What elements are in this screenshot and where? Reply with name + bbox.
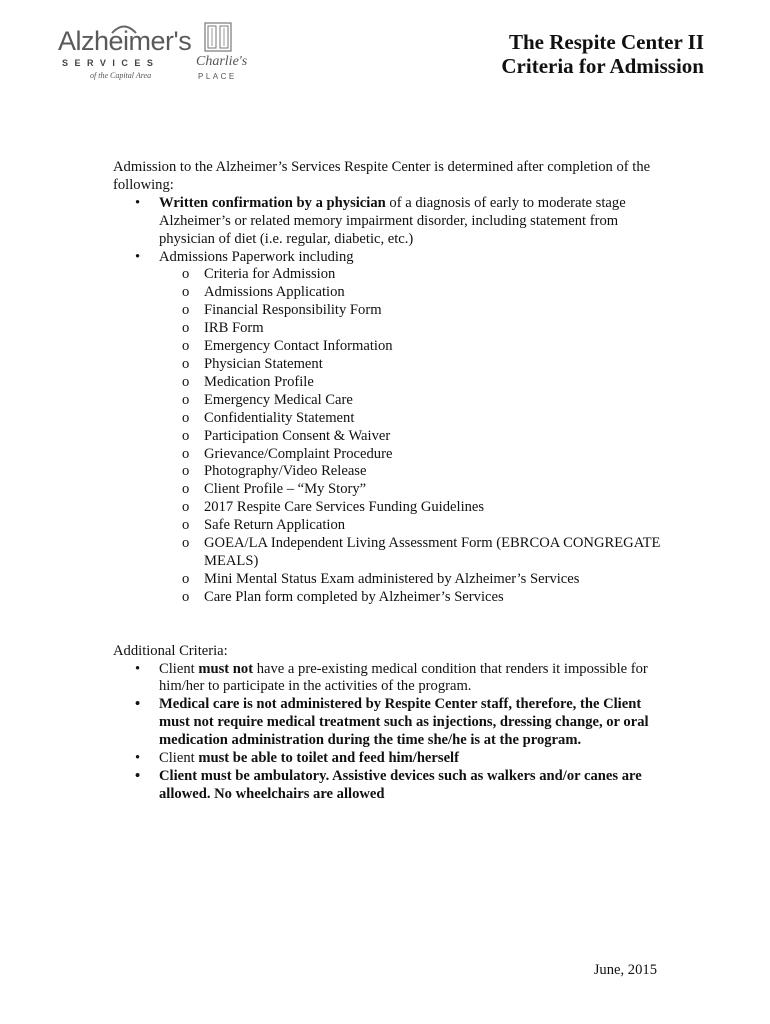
paperwork-item: o Safe Return Application — [159, 517, 673, 535]
c1-post: have a pre-existing medical condition that renders it impossible for him/her to participate in the activities of the program. — [159, 660, 648, 695]
document-body — [113, 159, 673, 804]
paperwork-item: o Emergency Medical Care — [159, 392, 673, 410]
criterion-toilet-feed — [113, 750, 673, 768]
paperwork-item: o Mini Mental Status Exam administered by Alzheimer’s Services — [159, 571, 673, 589]
c1-pre: Client — [159, 660, 199, 677]
logo-name: Alzheimer's — [58, 26, 192, 56]
additional-criteria-heading: Additional Criteria: — [113, 642, 228, 659]
requirement-physician — [113, 195, 673, 249]
charlies-place-logo — [196, 22, 266, 82]
criterion-medical-care: • Medical care is not administered by Respite Center staff, therefore, the Client must not require medical treatment such as injections, dressing change, or oral medication administration during the time she/he is at the program. — [113, 696, 673, 750]
building-icon — [204, 22, 232, 52]
logo-place: PLACE — [198, 72, 237, 81]
c1-bold: must not — [198, 660, 254, 677]
logo-region: of the Capital Area — [90, 71, 152, 80]
intro-paragraph: Admission to the Alzheimer’s Services Respite Center is determined after completion of the following: — [113, 159, 651, 193]
alzheimers-services-logo — [58, 22, 192, 82]
c3-bold: must be able to toilet and feed him/herself — [198, 750, 459, 767]
c3-pre: Client — [159, 750, 199, 767]
paperwork-item: o Photography/Video Release — [159, 463, 673, 481]
paperwork-item: o Medication Profile — [159, 374, 673, 392]
logo-script: Charlie's — [196, 54, 248, 69]
document-title — [501, 30, 704, 78]
paperwork-item: o Admissions Application — [159, 284, 673, 302]
paperwork-item: o GOEA/LA Independent Living Assessment Form (EBRCOA CONGREGATE MEALS) — [159, 535, 673, 571]
criterion-ambulatory: • Client must be ambulatory. Assistive devices such as walkers and/or canes are allowed. No wheelchairs are allowed — [113, 768, 673, 804]
paperwork-item: o Grievance/Complaint Procedure — [159, 446, 673, 464]
paperwork-item: o Physician Statement — [159, 356, 673, 374]
paperwork-item: o Financial Responsibility Form — [159, 302, 673, 320]
paperwork-item: o Confidentiality Statement — [159, 410, 673, 428]
requirements-list — [113, 195, 673, 607]
paperwork-item: o Criteria for Admission — [159, 266, 673, 284]
additional-criteria-list — [113, 661, 673, 804]
logo-services: SERVICES — [62, 58, 160, 68]
requirement-paperwork — [113, 249, 673, 607]
paperwork-item: o IRB Form — [159, 320, 673, 338]
paperwork-item: o Client Profile – “My Story” — [159, 481, 673, 499]
paperwork-list — [159, 266, 673, 606]
criterion-medical-condition — [113, 661, 673, 697]
paperwork-item: o Care Plan form completed by Alzheimer’s Services — [159, 589, 673, 607]
paperwork-item: o Emergency Contact Information — [159, 338, 673, 356]
title-line-1: The Respite Center II — [508, 30, 704, 54]
document-date: June, 2015 — [593, 962, 657, 978]
title-line-2: Criteria for Admission — [501, 54, 704, 78]
physician-rest: of a diagnosis of early to moderate stage Alzheimer’s or related memory impairment disorder, including statement from physician of diet (i.e. regular, diabetic, etc.) — [159, 194, 626, 247]
paperwork-label: Admissions Paperwork including — [159, 248, 354, 265]
physician-bold: Written confirmation by a physician — [159, 194, 386, 211]
paperwork-item: o Participation Consent & Waiver — [159, 428, 673, 446]
paperwork-item: o 2017 Respite Care Services Funding Guidelines — [159, 499, 673, 517]
